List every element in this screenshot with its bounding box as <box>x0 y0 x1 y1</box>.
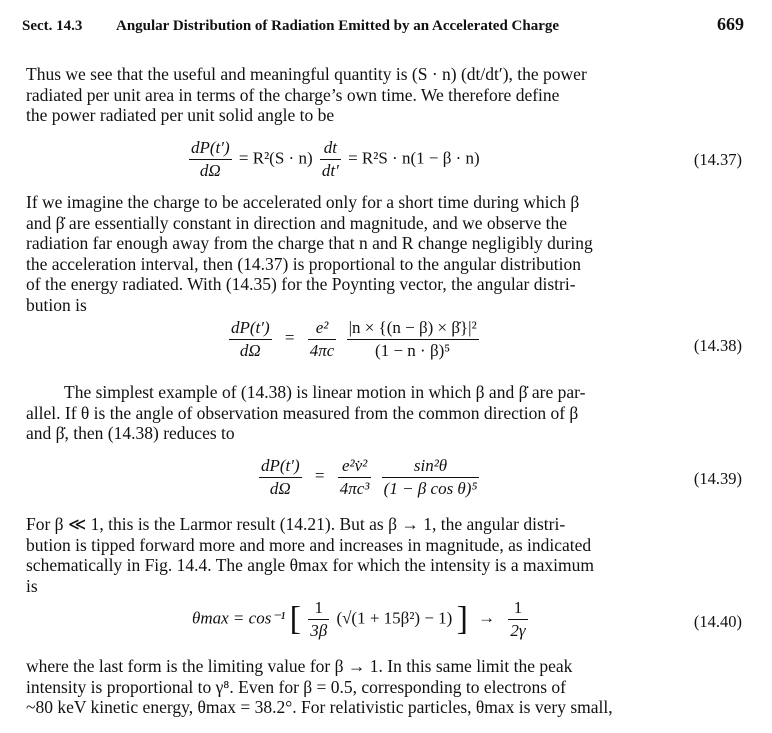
text-line: intensity is proportional to γ⁸. Even for β = 0.5, corresponding to electrons of <box>26 676 567 697</box>
fraction <box>347 318 479 361</box>
text-line: allel. If θ is the angle of observation measured from the common direction of β <box>26 402 579 423</box>
equation-number: (14.37) <box>693 150 742 169</box>
paragraph-2 <box>26 192 744 315</box>
denominator: 3β <box>310 621 328 640</box>
fraction <box>338 456 372 499</box>
numerator: dt <box>320 138 341 160</box>
fraction <box>259 456 302 499</box>
text-line: and β̇ are essentially constant in direction and magnitude, and we observe the <box>26 212 568 233</box>
fraction <box>308 598 329 641</box>
denominator: 4πc <box>309 341 335 360</box>
paragraph-5 <box>26 656 744 718</box>
text-line: For β ≪ 1, this is the Larmor result (14.21). But as β → 1, the angular distri- <box>26 514 566 534</box>
text-line: the acceleration interval, then (14.37) is proportional to the angular distribution <box>26 253 581 274</box>
equation-number: (14.40) <box>693 612 742 631</box>
numerator: |n × {(n − β) × β̇}|² <box>347 318 479 340</box>
denominator: dΩ <box>199 161 221 180</box>
section-label: Sect. 14.3 <box>22 18 83 34</box>
fraction <box>382 456 480 499</box>
denominator: (1 − β cos θ)⁵ <box>383 479 478 498</box>
fraction <box>308 318 337 361</box>
numerator: dP(t′) <box>259 456 302 478</box>
equation-term: (√(1 + 15β²) − 1) <box>336 608 453 628</box>
denominator: dt′ <box>321 161 339 180</box>
numerator: e² <box>308 318 337 340</box>
text-line: where the last form is the limiting value for β → 1. In this same limit the peak <box>26 656 573 676</box>
equals-sign: = <box>314 466 325 486</box>
text-line: radiation far enough away from the charge that n and R change negligibly during <box>26 233 593 253</box>
text-line: bution is <box>26 294 87 315</box>
denominator: dΩ <box>239 341 261 360</box>
text-line: the power radiated per unit solid angle to be <box>26 105 335 125</box>
left-bracket: [ <box>289 600 301 638</box>
equation-number: (14.39) <box>693 469 742 488</box>
fraction <box>229 318 272 361</box>
page-number: 669 <box>717 14 744 34</box>
equals-sign: = <box>284 328 295 348</box>
paragraph-4 <box>26 514 744 596</box>
numerator: dP(t′) <box>229 318 272 340</box>
fraction <box>189 138 232 181</box>
numerator: e²v̇² <box>338 456 372 478</box>
text-line: The simplest example of (14.38) is linear motion in which β and β̇ are par- <box>64 382 586 402</box>
text-line: bution is tipped forward more and more and increases in magnitude, as indicated <box>26 534 592 555</box>
numerator: 1 <box>308 598 329 620</box>
fraction <box>508 598 527 641</box>
equation-term: = R²S · n(1 − β · n) <box>348 148 480 168</box>
text-line: Thus we see that the useful and meaningful quantity is (S · n) (dt/dt′), the power <box>26 64 587 84</box>
text-line: radiated per unit area in terms of the charge’s own time. We therefore define <box>26 84 560 105</box>
fraction <box>320 138 341 181</box>
equation-14-39 <box>256 456 482 499</box>
text-line: ~80 keV kinetic energy, θmax = 38.2°. For relativistic particles, θmax is very small, <box>26 697 613 717</box>
numerator: 1 <box>508 598 527 620</box>
paragraph-1 <box>26 64 744 126</box>
denominator: (1 − n · β)⁵ <box>375 341 451 360</box>
denominator: 4πc³ <box>339 479 370 498</box>
text-line: is <box>26 575 38 596</box>
text-line: of the energy radiated. With (14.35) for the Poynting vector, the angular distri- <box>26 274 576 294</box>
denominator: 2γ <box>510 621 526 640</box>
text-line: and β̇, then (14.38) reduces to <box>26 423 235 443</box>
denominator: dΩ <box>269 479 291 498</box>
arrow: → <box>478 608 496 628</box>
text-line: schematically in Fig. 14.4. The angle θmax for which the intensity is a maximum <box>26 555 594 575</box>
section-title: Angular Distribution of Radiation Emitted by an Accelerated Charge <box>116 18 560 34</box>
paragraph-3 <box>26 382 744 444</box>
equation-14-37 <box>186 138 480 181</box>
numerator: dP(t′) <box>189 138 232 160</box>
equation-14-40 <box>192 598 531 641</box>
equation-term: = R²(S · n) <box>238 148 313 168</box>
equation-number: (14.38) <box>693 336 742 355</box>
equation-term: θmax = cos⁻¹ <box>192 608 286 628</box>
numerator: sin²θ <box>382 456 480 478</box>
right-bracket: ] <box>456 600 468 638</box>
text-line: If we imagine the charge to be accelerated only for a short time during which β <box>26 192 580 212</box>
equation-14-38 <box>226 318 482 361</box>
